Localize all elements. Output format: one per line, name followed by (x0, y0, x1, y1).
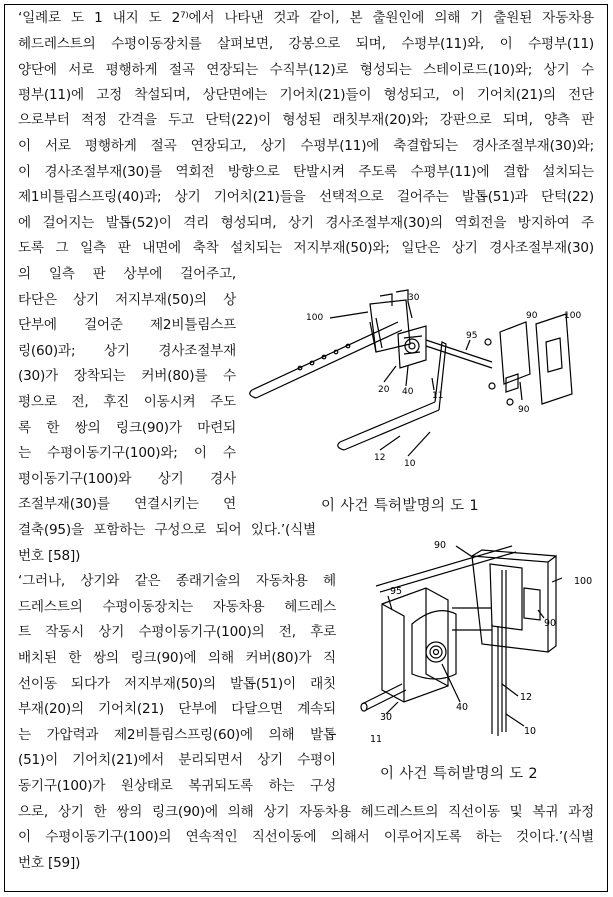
label-11: 11 (370, 734, 383, 745)
text-line: 이 수평이동기구(100)의 연속적인 직선이동에 의해서 이루어지도록 하는 것이다.’(식별 (18, 829, 594, 845)
shaft-11 (362, 684, 406, 710)
spring-40-inner (430, 646, 442, 658)
hole (346, 344, 350, 348)
leader (466, 340, 470, 350)
label-10: 10 (524, 726, 537, 737)
leader (408, 302, 412, 318)
text-line: (30)가 장착되는 커버(80)를 수 (18, 368, 236, 384)
label-40: 40 (456, 702, 469, 713)
label-100: 100 (574, 576, 593, 587)
text-line: 으로, 상기 한 쌍의 링크(90)에 의해 상기 자동차용 헤드레스트의 직선이동 및 복귀 과정 (18, 804, 594, 820)
text-line: 의 일측 판 상부에 걸어주고, (18, 266, 236, 282)
text-line: 록 한 쌍의 링크(90)가 마련되 (18, 420, 236, 436)
leader (506, 714, 524, 726)
text-line: (51)이 기어치(21)에서 분리되면서 상기 수평이 (18, 752, 336, 768)
text-line: 에 걸어지는 발톱(52)이 격리 형성되며, 상기 경사조절부재(30)의 역회전을 방지하여 주 (18, 215, 594, 231)
cover-window (546, 338, 562, 372)
tilt-plate (382, 588, 448, 702)
shaft-11-end (361, 703, 367, 711)
label-30: 30 (380, 712, 393, 723)
tilt-plate-edge (426, 588, 448, 686)
rod-end (250, 390, 256, 398)
text-line: 제1비틀림스프링(40)과; 상기 기어치(21)들을 선택적으로 걸어주는 발톱(51)과 단턱(22) (18, 189, 594, 205)
spring-40 (426, 642, 446, 662)
leader (408, 432, 430, 456)
label-90: 90 (526, 311, 538, 321)
spring-coil (405, 339, 419, 353)
connecting-shaft (426, 340, 492, 368)
text-line: 는 수평이동기구(100)와; 이 수 (18, 445, 236, 461)
figure-1-drawing (230, 282, 602, 482)
label-40: 40 (402, 387, 414, 397)
text-line: 이 경사조절부재(30)를 역회전 방향으로 탄발시켜 주도록 수평부(11)에 결합 설치되는 (18, 164, 594, 180)
text-line: 번호 [59]) (18, 855, 81, 871)
leader (406, 366, 408, 386)
leader (456, 546, 474, 558)
ratchet-plate (398, 326, 426, 368)
label-90b: 90 (518, 405, 530, 415)
label-20: 20 (378, 385, 390, 395)
label-90b: 90 (544, 618, 557, 629)
label-11: 11 (432, 391, 444, 401)
bolt (485, 339, 491, 345)
label-12: 12 (520, 692, 533, 703)
leader (520, 382, 522, 400)
bolt (507, 399, 513, 405)
label-12: 12 (374, 453, 386, 463)
text-line: 평이동기구(100)와 상기 경사 (18, 471, 236, 487)
bracket-top (380, 290, 408, 306)
side-plate (412, 611, 456, 679)
label-10: 10 (404, 459, 416, 469)
leader (538, 610, 544, 618)
text-line: 트 작동시 상기 수평이동기구(100)의 전, 후로 (18, 624, 336, 640)
bolt (489, 383, 495, 389)
label-100: 100 (306, 313, 324, 323)
rod-12 (492, 624, 498, 736)
text-line: 결축(95)을 포함하는 구성으로 되어 있다.’(식별 (18, 522, 316, 538)
text-line: 동기구(100)가 원상태로 복귀되도록 하는 구성 (18, 778, 336, 794)
cross-bars (452, 608, 492, 630)
text-line: 는 가압력과 제2비틀림스프링(60)에 의해 발톱 (18, 727, 336, 743)
label-95: 95 (466, 331, 478, 341)
cover-back (472, 556, 548, 652)
text-line: 선이동 되다가 저지부재(50)의 발톱(51)이 래칫 (18, 676, 336, 692)
text-line: 드레스트의 수평이동장치는 자동차용 헤드레스 (18, 599, 336, 615)
leader (552, 578, 562, 582)
text-line: 타단은 상기 저지부재(50)의 상 (18, 292, 236, 308)
label-100b: 100 (564, 311, 582, 321)
text-line: 단부에 걸어준 제2비틀림스프 (18, 317, 236, 333)
cover-plate (536, 314, 572, 404)
text-line: ‘일례로 도 1 내지 도 2⁷⁾에서 나타낸 것과 같이, 본 출원인에 의해 기 출원된 자동차용 (18, 10, 594, 26)
link-window (524, 588, 540, 620)
text-line: 도록 그 일측 판 내면에 축착 설치되는 저지부재(50)와; 일단은 상기 경사조절부재(30) (18, 240, 594, 256)
leader (384, 366, 396, 382)
leader (502, 684, 518, 696)
label-95: 95 (390, 586, 403, 597)
text-line: 양단에 서로 평행하게 절곡 연장되는 수직부(12)로 형성되는 스테이로드(10)와; 상기 수 (18, 62, 594, 78)
figure-2-drawing (352, 534, 602, 752)
text-line: 평부(11)에 고정 착설되며, 상단면에는 기어치(21)들이 형성되고, 이 기어치(21)의 전단 (18, 87, 594, 103)
spring-center (409, 343, 415, 349)
spring-40-core (434, 650, 439, 655)
text-line: 헤드레스트의 수평이동장치를 살펴보면, 강봉으로 되며, 수평부(11)와, 이 수평부(11) (18, 36, 594, 52)
label-90: 90 (434, 540, 447, 551)
text-line: 조절부재(30)를 연결시키는 연 (18, 496, 236, 512)
text-line: 이 서로 평행하게 절곡 연장되고, 상기 수평부(11)에 축결합되는 경사조절부재(30)와; (18, 138, 594, 154)
hole (334, 350, 338, 354)
text-line: 으로부터 적정 간격을 두고 단턱(22)이 형성된 래칫부재(20)와; 강판으로 되며, 양측 판 (18, 112, 594, 128)
figure-2-caption: 이 사건 특허발명의 도 2 (380, 766, 538, 782)
label-30: 30 (408, 293, 420, 303)
rod-leg-end (338, 442, 344, 450)
cover-side (548, 556, 556, 652)
text-line: 번호 [58]) (18, 548, 81, 564)
leader (442, 664, 460, 702)
leader (432, 378, 434, 390)
leader (380, 436, 400, 450)
tilt-plate-front (382, 604, 404, 702)
text-line: 배치된 한 쌍의 링크(90)에 의해 커버(80)가 직 (18, 650, 336, 666)
rod-10 (502, 570, 506, 732)
leader (330, 312, 368, 318)
hole (310, 361, 314, 365)
text-line: 평으로 전, 후진 이동시켜 주도 (18, 394, 236, 410)
figure-1-caption: 이 사건 특허발명의 도 1 (321, 498, 479, 514)
text-line: 부재(20)의 기어치(21) 단부에 다달으면 계속되 (18, 701, 336, 717)
text-line: 링(60)과; 상기 경사조절부재 (18, 343, 236, 359)
text-line: ‘그러나, 상기와 같은 종래기술의 자동차용 헤 (18, 573, 336, 589)
